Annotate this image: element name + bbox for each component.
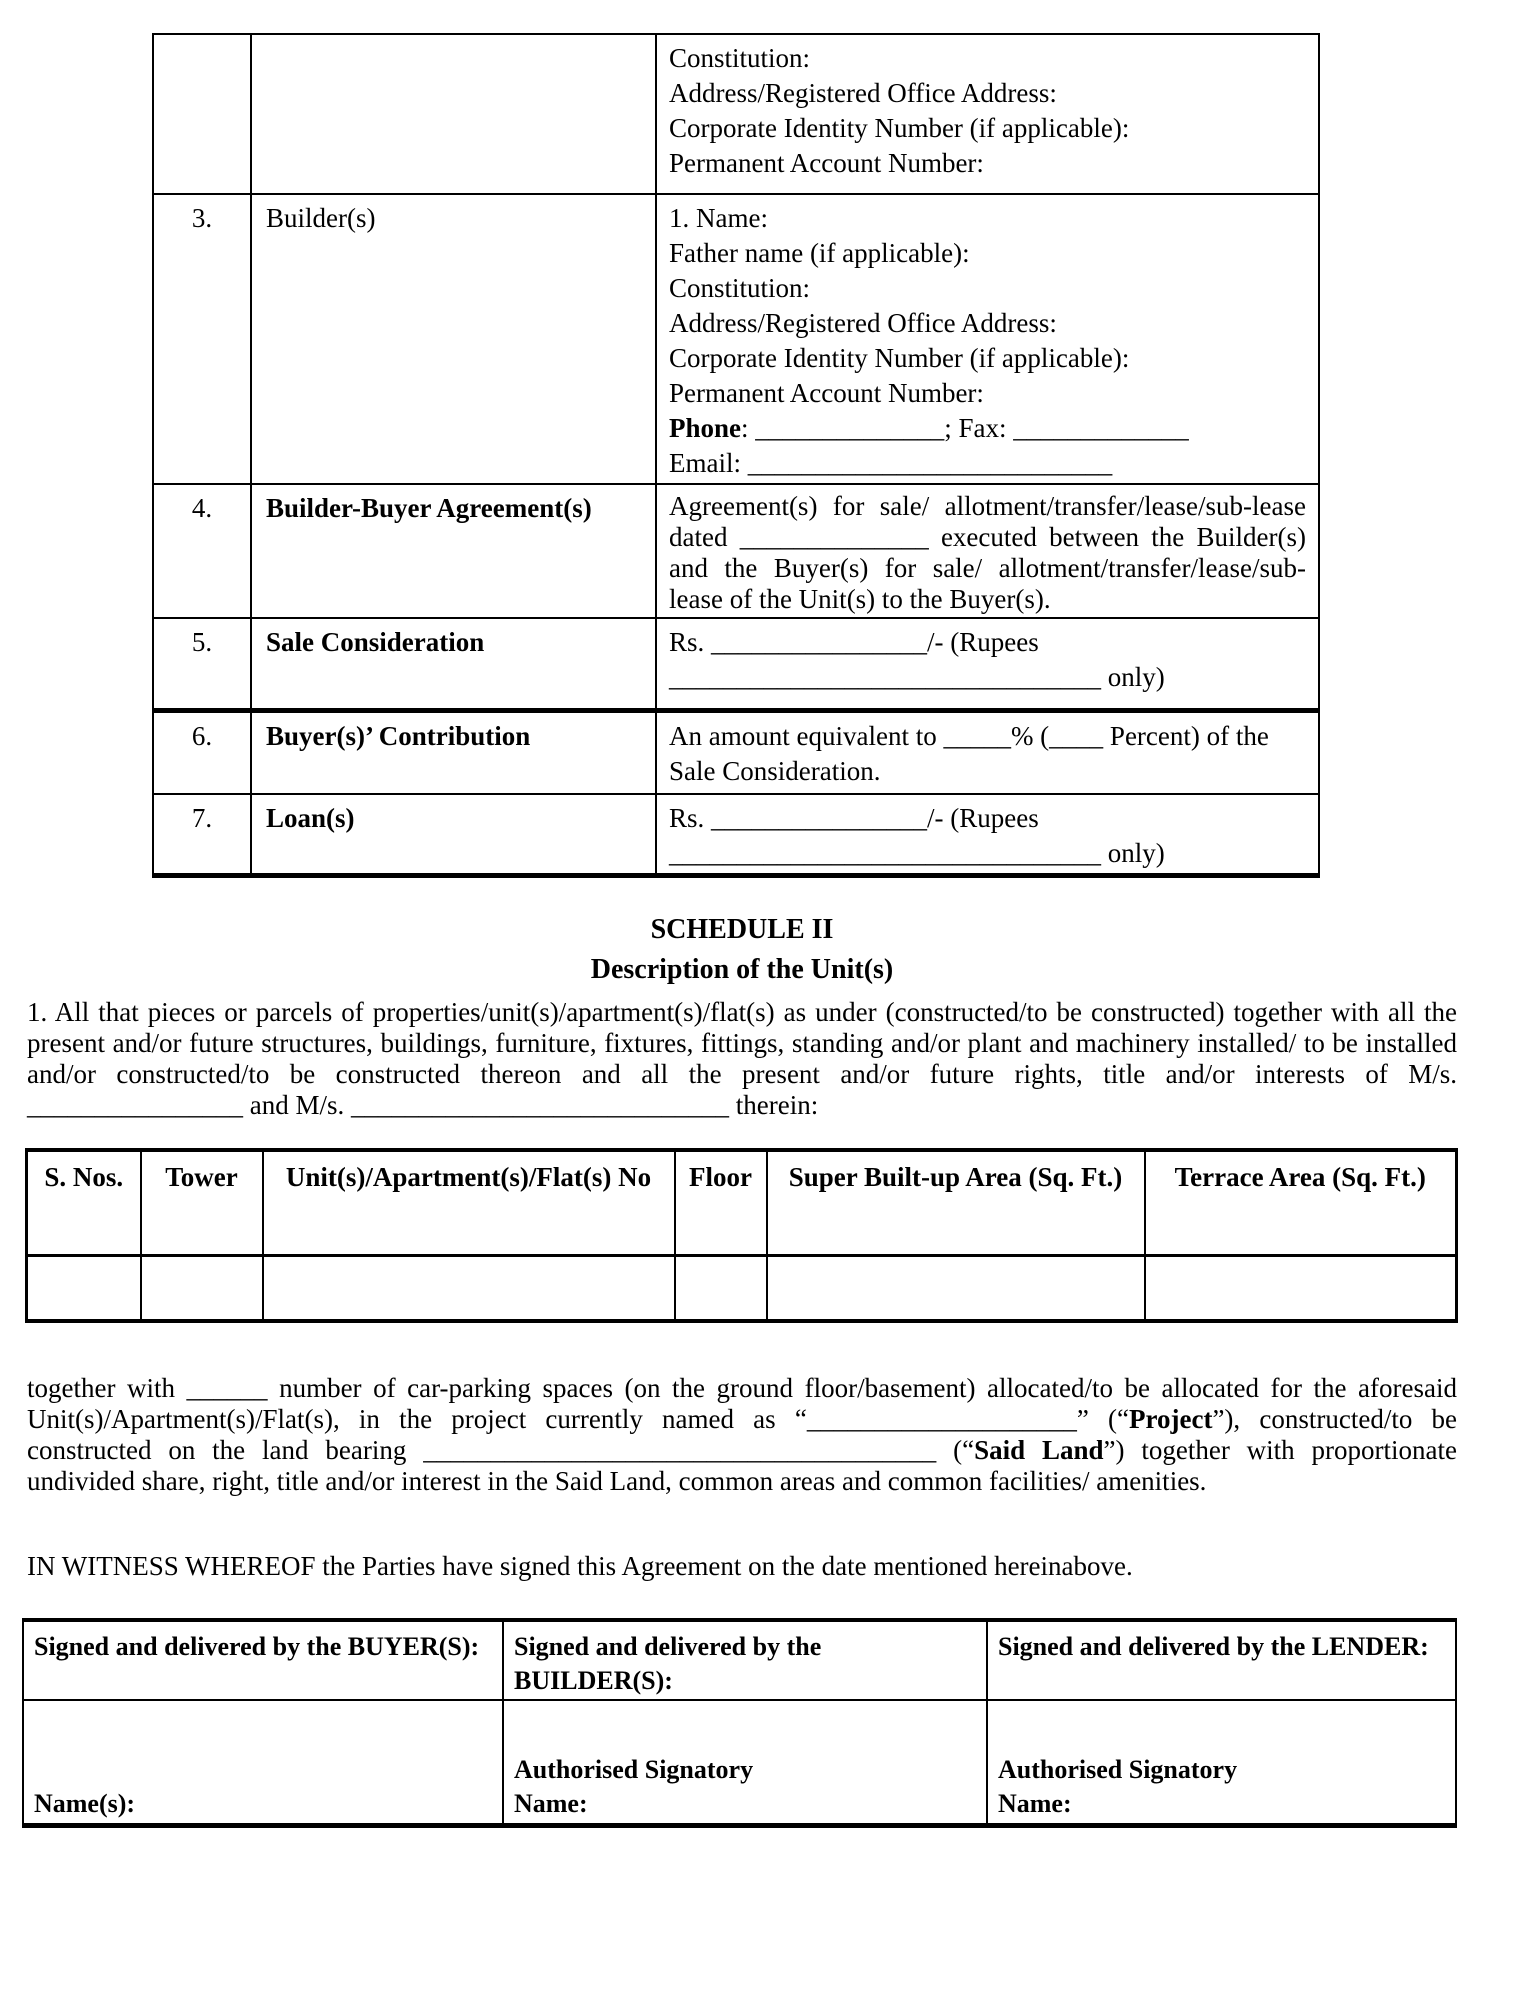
- signature-body-row: [23, 1700, 1456, 1826]
- col-header-unit-no: Unit(s)/Apartment(s)/Flat(s) No: [263, 1150, 675, 1256]
- para2-segment: together with ______ number of car-parking spaces (on the ground floor/basement) allocated/to be allocated for the aforesaid Unit(s)/Apartment(s)/Flat(s), in the project currently named as “____________________” (“: [27, 1372, 1457, 1434]
- builder-details-cell: [656, 194, 1319, 484]
- empty-cell: [263, 1255, 675, 1321]
- buyer-signature-cell: [23, 1700, 503, 1826]
- constitution-line: Constitution:: [669, 43, 811, 73]
- name-line: 1. Name:: [669, 203, 768, 233]
- agreement-label: Builder-Buyer Agreement(s): [251, 484, 656, 618]
- details-row-partial: [153, 34, 1319, 194]
- signature-header-row: [23, 1620, 1456, 1701]
- empty-cell: [1145, 1255, 1457, 1321]
- details-row-sale-consideration: [153, 618, 1319, 710]
- details-row-agreement: [153, 484, 1319, 618]
- row-number-cell: 4.: [153, 484, 251, 618]
- col-header-floor: Floor: [675, 1150, 767, 1256]
- unit-description-table: [25, 1148, 1458, 1323]
- unit-description-paragraph: 1. All that pieces or parcels of properties/unit(s)/apartment(s)/flat(s) as under (constructed/to be constructed) together with all the present and/or future structures, buildings, furniture, fixtures, fittings, standing and/or plant and machinery installed/ to be installed and/or constructed/to be constructed thereon and all the present and/or future rights, title and/or interests of M/s. ________________ and M/s. ____________________________ therein:: [27, 996, 1457, 1120]
- lender-signature-header: Signed and delivered by the LENDER:: [987, 1620, 1456, 1701]
- lender-signature-cell: [987, 1700, 1456, 1826]
- details-row-loans: [153, 794, 1319, 876]
- empty-cell: [675, 1255, 767, 1321]
- buyers-contribution-label: Buyer(s)’ Contribution: [251, 710, 656, 794]
- unit-table-empty-row: [27, 1255, 1457, 1321]
- project-term: Project: [1129, 1403, 1213, 1434]
- buyer-name-label: Name(s):: [34, 1789, 136, 1819]
- empty-cell: [27, 1255, 141, 1321]
- schedule-ii-subheading: Description of the Unit(s): [590, 954, 894, 986]
- said-land-term: Said Land: [974, 1434, 1104, 1465]
- builders-label: Builder(s): [251, 194, 656, 484]
- loans-cell: [656, 794, 1319, 876]
- pan-line: Permanent Account Number:: [669, 378, 984, 408]
- cin-line: Corporate Identity Number (if applicable):: [669, 343, 1130, 373]
- address-line: Address/Registered Office Address:: [669, 308, 1057, 338]
- sale-consideration-cell: [656, 618, 1319, 710]
- phone-fax-blanks: : ______________; Fax: _____________: [741, 413, 1189, 443]
- phone-label: Phone: [669, 413, 742, 443]
- pan-line: Permanent Account Number:: [669, 148, 984, 178]
- col-header-terrace-area: Terrace Area (Sq. Ft.): [1145, 1150, 1457, 1256]
- phone-fax-line: [669, 411, 1306, 446]
- col-header-s-nos: S. Nos.: [27, 1150, 141, 1256]
- email-line: Email: ___________________________: [669, 448, 1113, 478]
- authorised-signatory-label: Authorised Signatory: [998, 1755, 1238, 1785]
- sale-consideration-label: Sale Consideration: [251, 618, 656, 710]
- witness-clause: IN WITNESS WHEREOF the Parties have signed this Agreement on the date mentioned hereinabove.: [27, 1550, 1133, 1581]
- empty-cell: [767, 1255, 1145, 1321]
- row-number-cell: 5.: [153, 618, 251, 710]
- row-number-cell: [153, 34, 251, 194]
- para2-segment: ”) together with proportionate undivided share, right, title and/or interest in the Said Land, common areas and common facilities/ amenities.: [27, 1434, 1458, 1496]
- rupees-words-line: ________________________________ only): [669, 838, 1165, 868]
- buyer-details-continued-cell: [656, 34, 1319, 194]
- builder-signature-cell: [503, 1700, 987, 1826]
- lender-name-label: Name:: [998, 1789, 1072, 1819]
- row-number-cell: 7.: [153, 794, 251, 876]
- col-header-super-built-up-area: Super Built-up Area (Sq. Ft.): [767, 1150, 1145, 1256]
- builder-name-label: Name:: [514, 1789, 588, 1819]
- agreement-document-page: [0, 33, 1530, 2013]
- constitution-line: Constitution:: [669, 273, 811, 303]
- builder-signature-header: Signed and delivered by the BUILDER(S):: [503, 1620, 987, 1701]
- row-number-cell: 6.: [153, 710, 251, 794]
- buyers-contribution-cell: An amount equivalent to _____% (____ Percent) of the Sale Consideration.: [656, 710, 1319, 794]
- buyer-signature-header: Signed and delivered by the BUYER(S):: [23, 1620, 503, 1701]
- details-row-builders: [153, 194, 1319, 484]
- schedule-ii-heading: SCHEDULE II: [650, 914, 834, 945]
- empty-cell: [141, 1255, 263, 1321]
- agreement-details-table: [152, 33, 1320, 878]
- row-label-cell: [251, 34, 656, 194]
- car-parking-paragraph: [27, 1373, 1457, 1497]
- cin-line: Corporate Identity Number (if applicable):: [669, 113, 1130, 143]
- col-header-tower: Tower: [141, 1150, 263, 1256]
- address-line: Address/Registered Office Address:: [669, 78, 1057, 108]
- rupees-amount-line: Rs. ________________/- (Rupees: [669, 803, 1039, 833]
- loans-label: Loan(s): [251, 794, 656, 876]
- rupees-amount-line: Rs. ________________/- (Rupees: [669, 627, 1039, 657]
- unit-table-header-row: [27, 1150, 1457, 1256]
- authorised-signatory-label: Authorised Signatory: [514, 1755, 754, 1785]
- father-name-line: Father name (if applicable):: [669, 238, 970, 268]
- row-number-cell: 3.: [153, 194, 251, 484]
- details-row-buyers-contribution: [153, 710, 1319, 794]
- agreement-content-cell: Agreement(s) for sale/ allotment/transfer/lease/sub-lease dated ______________ executed between the Builder(s) and the Buyer(s) for sale/ allotment/transfer/lease/sub-lease of the Unit(s) to the Buyer(s).: [656, 484, 1319, 618]
- rupees-words-line: ________________________________ only): [669, 662, 1165, 692]
- para2-segment: ”), constructed/to be constructed on the land bearing ______________________________________ (“: [27, 1403, 1457, 1465]
- signature-table: [22, 1618, 1457, 1829]
